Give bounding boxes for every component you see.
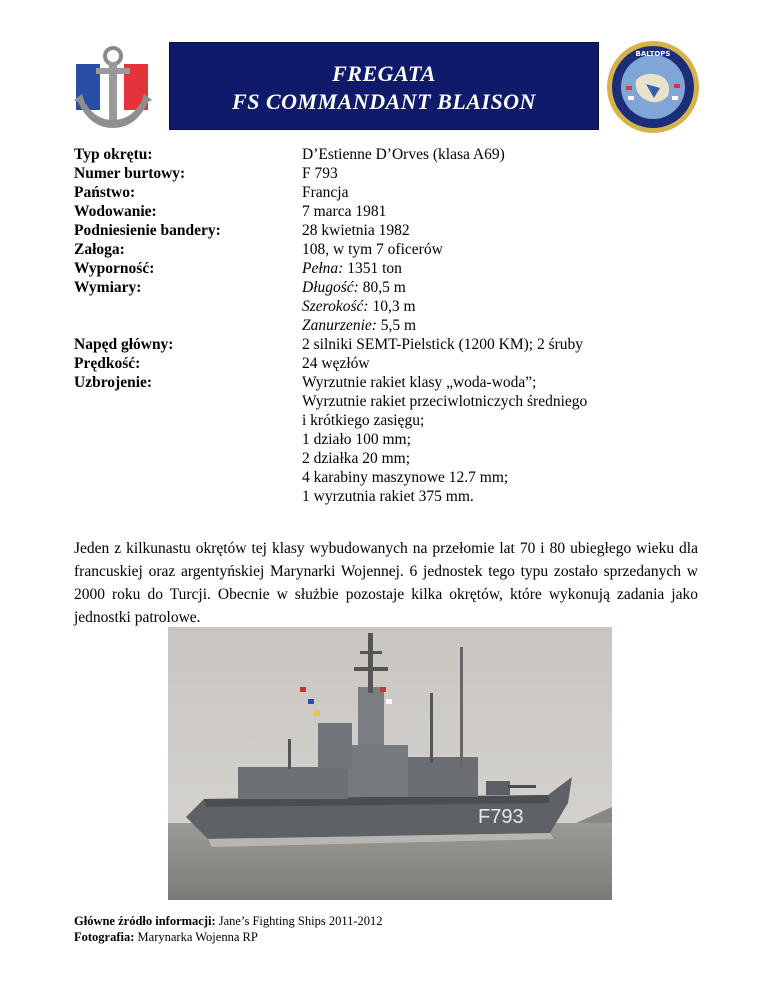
spec-value-text: 5,5 m — [376, 317, 417, 334]
spec-value: 2 działka 20 mm; — [302, 450, 411, 467]
source-value: Jane’s Fighting Ships 2011-2012 — [215, 914, 383, 928]
spec-value: Wyrzutnie rakiet przeciwlotniczych średniego — [302, 393, 588, 410]
spec-value: 24 węzłów — [302, 355, 370, 372]
spec-label: Numer burtowy: — [74, 165, 186, 182]
spec-value: F 793 — [302, 165, 338, 182]
hull-number: F793 — [478, 806, 524, 828]
spec-value: 108, w tym 7 oficerów — [302, 241, 443, 258]
baltops-emblem — [606, 40, 700, 134]
spec-label: Podniesienie bandery: — [74, 222, 221, 239]
spec-label: Napęd główny: — [74, 336, 174, 353]
spec-value: 2 silniki SEMT-Pielstick (1200 KM); 2 śruby — [302, 336, 584, 353]
spec-value: 28 kwietnia 1982 — [302, 222, 410, 239]
french-navy-anchor-logo — [70, 44, 156, 132]
spec-value-italic: Pełna: — [302, 260, 344, 277]
title-banner — [169, 42, 599, 130]
spec-value-italic: Długość: — [302, 279, 359, 296]
title-line-1: FREGATA — [332, 61, 436, 86]
spec-value: 4 karabiny maszynowe 12.7 mm; — [302, 469, 509, 486]
photo-credit-value: Marynarka Wojenna RP — [134, 930, 258, 944]
spec-value-italic: Szerokość: — [302, 298, 369, 315]
title-line-2: FS COMMANDANT BLAISON — [232, 89, 536, 114]
ship-photo — [168, 627, 612, 900]
spec-value — [302, 260, 402, 278]
spec-value — [302, 317, 416, 335]
spec-value-text: 10,3 m — [368, 298, 416, 315]
spec-value: 1 działo 100 mm; — [302, 431, 411, 448]
spec-value: Wyrzutnie rakiet klasy „woda-woda”; — [302, 374, 537, 391]
spec-value-italic: Zanurzenie: — [302, 317, 377, 334]
spec-value: 1 wyrzutnia rakiet 375 mm. — [302, 488, 474, 505]
spec-value-text: 1351 ton — [343, 260, 402, 277]
spec-label: Wodowanie: — [74, 203, 157, 220]
source-label: Główne źródło informacji: — [74, 914, 216, 928]
spec-label: Wyporność: — [74, 260, 155, 277]
spec-value-text: 80,5 m — [358, 279, 406, 296]
spec-label: Wymiary: — [74, 279, 142, 296]
spec-value: Francja — [302, 184, 349, 201]
photo-credit-line — [74, 930, 258, 945]
emblem-text: BALTOPS — [635, 50, 671, 58]
spec-label: Państwo: — [74, 184, 136, 201]
description-paragraph: Jeden z kilkunastu okrętów tej klasy wybudowanych na przełomie lat 70 i 80 ubiegłego wieku dla francuskiej oraz argentyńskiej Marynarki Wojennej. 6 jednostek tego typu zostało sprzedanych w 2000 roku do Turcji. Obecnie w służbie pozostaje kilka okrętów, które wykonują zadania jako jednostki patrolowe. — [74, 540, 698, 626]
spec-label: Typ okrętu: — [74, 146, 153, 163]
spec-value: D’Estienne D’Orves (klasa A69) — [302, 146, 505, 163]
spec-value — [302, 279, 406, 297]
spec-value — [302, 298, 416, 316]
spec-label: Uzbrojenie: — [74, 374, 153, 391]
photo-credit-label: Fotografia: — [74, 930, 135, 944]
spec-value: i krótkiego zasięgu; — [302, 412, 425, 429]
source-line — [74, 914, 383, 929]
spec-value: 7 marca 1981 — [302, 203, 387, 220]
spec-label: Załoga: — [74, 241, 125, 258]
spec-label: Prędkość: — [74, 355, 141, 372]
